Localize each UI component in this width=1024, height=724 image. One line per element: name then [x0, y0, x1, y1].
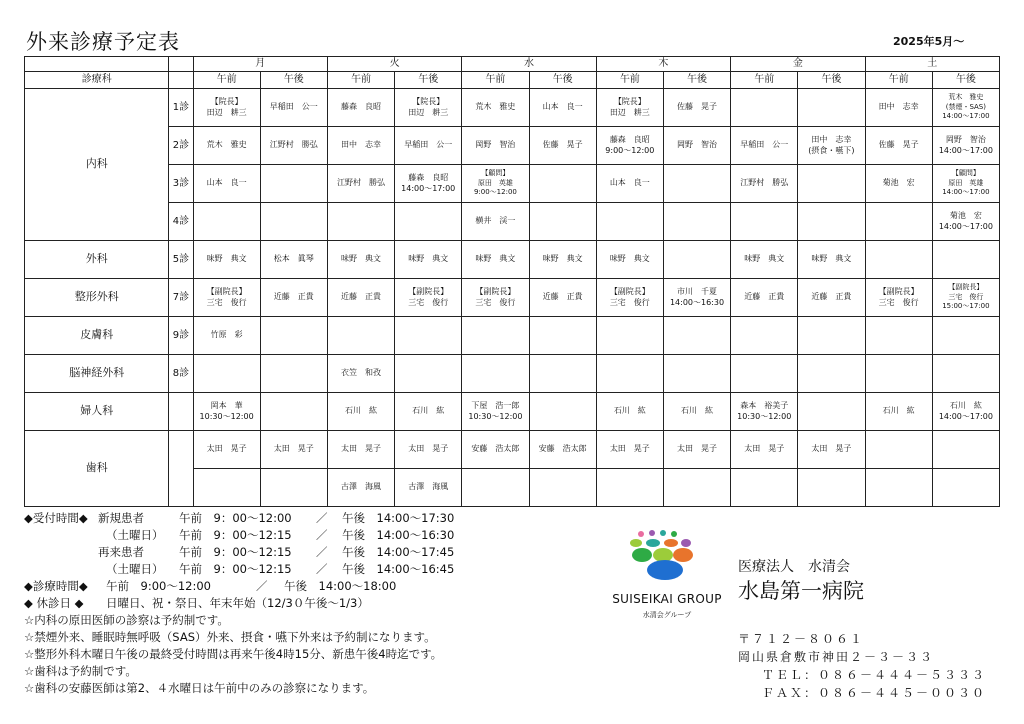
doctor-cell: [798, 165, 865, 203]
doctor-cell: 【院長】 田辺 耕三: [596, 89, 663, 127]
logo-dot: [646, 539, 660, 547]
doctor-cell: 荒木 雅史: [462, 89, 529, 127]
doctor-cell: 早稲田 公一: [260, 89, 327, 127]
doctor-cell: 太田 晃子: [327, 431, 394, 469]
doctor-cell: 佐藤 晃子: [865, 127, 932, 165]
day-header: 土: [865, 57, 999, 72]
footnote: ☆整形外科木曜日午後の最終受付時間は再来午後4時15分、新患午後4時迄です。: [24, 647, 443, 661]
doctor-cell: [932, 241, 999, 279]
doctor-cell: [529, 393, 596, 431]
doctor-cell: [596, 469, 663, 507]
corner-cell: [25, 57, 169, 72]
doctor-cell: 【副院長】 三宅 俊行 15:00〜17:00: [932, 279, 999, 317]
session-pm-header: 午後: [260, 72, 327, 89]
doctor-cell: [529, 165, 596, 203]
doctor-cell: [663, 241, 730, 279]
room-cell: 1診: [169, 89, 193, 127]
doctor-cell: [529, 355, 596, 393]
logo-dot: [673, 548, 693, 562]
doctor-cell: [529, 317, 596, 355]
doctor-cell: 佐藤 晃子: [663, 89, 730, 127]
org-name: 医療法人 水清会: [738, 559, 850, 575]
schedule-row: [25, 355, 1000, 393]
doctor-cell: 太田 晃子: [663, 431, 730, 469]
doctor-cell: [462, 469, 529, 507]
doctor-cell: [798, 469, 865, 507]
doctor-cell: 太田 晃子: [798, 431, 865, 469]
logo-dot: [647, 560, 683, 580]
doctor-cell: 味野 典文: [596, 241, 663, 279]
doctor-cell: 市川 千夏 14:00〜16:30: [663, 279, 730, 317]
doctor-cell: 佐藤 晃子: [529, 127, 596, 165]
doctor-cell: 衣笠 和孜: [327, 355, 394, 393]
doctor-cell: 太田 晃子: [731, 431, 798, 469]
doctor-cell: 味野 典文: [798, 241, 865, 279]
doctor-cell: 石川 紘: [596, 393, 663, 431]
logo-dot: [664, 539, 678, 547]
session-pm-header: 午後: [798, 72, 865, 89]
doctor-cell: [932, 317, 999, 355]
doctor-cell: [798, 355, 865, 393]
doctor-cell: 藤森 良昭 9:00〜12:00: [596, 127, 663, 165]
doctor-cell: 近藤 正貴: [731, 279, 798, 317]
doctor-cell: [260, 469, 327, 507]
doctor-cell: 荒木 雅史 (禁煙・SAS) 14:00〜17:00: [932, 89, 999, 127]
doctor-cell: 味野 典文: [462, 241, 529, 279]
doctor-cell: 【顧問】 原田 英雄 14:00〜17:00: [932, 165, 999, 203]
room-cell: 7診: [169, 279, 193, 317]
session-pm-header: 午後: [932, 72, 999, 89]
doctor-cell: [798, 393, 865, 431]
logo-dot: [681, 539, 691, 547]
session-pm-header: 午後: [395, 72, 462, 89]
session-am-header: 午前: [327, 72, 394, 89]
room-cell: 2診: [169, 127, 193, 165]
logo-sub: 水清会グループ: [642, 611, 692, 619]
dept-cell: 皮膚科: [25, 317, 169, 355]
tel: ＴＥＬ：０８６－４４４－５３３３: [762, 668, 987, 682]
doctor-cell: 【顧問】 原田 英雄 9:00〜12:00: [462, 165, 529, 203]
doctor-cell: [327, 317, 394, 355]
postal-code: 〒７１２－８０６１: [738, 632, 865, 646]
doctor-cell: 江野村 勝弘: [260, 127, 327, 165]
dept-cell: 整形外科: [25, 279, 169, 317]
logo-dot: [671, 531, 677, 537]
doctor-cell: 古澤 海風: [327, 469, 394, 507]
room-cell: 4診: [169, 203, 193, 241]
doctor-cell: [596, 203, 663, 241]
dept-cell: 内科: [25, 89, 169, 241]
schedule-row: [25, 431, 1000, 469]
doctor-cell: [327, 203, 394, 241]
doctor-cell: [395, 317, 462, 355]
schedule-row: [25, 241, 1000, 279]
footnote: ☆歯科の安藤医師は第2、４水曜日は午前中のみの診察になります。: [24, 681, 375, 695]
doctor-cell: 近藤 正貴: [260, 279, 327, 317]
footnote: ☆内科の原田医師の診察は予約制です。: [24, 613, 229, 627]
doctor-cell: 石川 紘 14:00〜17:00: [932, 393, 999, 431]
doctor-cell: [798, 203, 865, 241]
fax: ＦＡＸ：０８６－４４５－００３０: [762, 686, 987, 700]
doctor-cell: 味野 典文: [395, 241, 462, 279]
doctor-cell: 菊池 宏 14:00〜17:00: [932, 203, 999, 241]
dept-cell: 脳神経外科: [25, 355, 169, 393]
doctor-cell: [932, 355, 999, 393]
doctor-cell: [529, 203, 596, 241]
schedule-row: [25, 393, 1000, 431]
doctor-cell: [865, 355, 932, 393]
doctor-cell: [663, 317, 730, 355]
hospital-name: 水島第一病院: [738, 579, 864, 603]
day-header: 金: [731, 57, 865, 72]
doctor-cell: [865, 203, 932, 241]
doctor-cell: 山本 良一: [596, 165, 663, 203]
doctor-cell: 【院長】 田辺 耕三: [395, 89, 462, 127]
doctor-cell: 【副院長】 三宅 俊行: [865, 279, 932, 317]
doctor-cell: 山本 良一: [529, 89, 596, 127]
doctor-cell: 菊池 宏: [865, 165, 932, 203]
logo-dot: [660, 530, 666, 536]
doctor-cell: [731, 355, 798, 393]
dept-cell: 婦人科: [25, 393, 169, 431]
doctor-cell: [932, 431, 999, 469]
doctor-cell: [731, 317, 798, 355]
page-title: 外来診療予定表: [26, 30, 180, 54]
doctor-cell: [663, 469, 730, 507]
doctor-cell: [193, 203, 260, 241]
doctor-cell: 森本 裕美子 10:30〜12:00: [731, 393, 798, 431]
logo-dot: [630, 539, 642, 547]
doctor-cell: 味野 典文: [327, 241, 394, 279]
logo-dot: [638, 531, 644, 537]
room-cell: 3診: [169, 165, 193, 203]
doctor-cell: 田中 志幸: [327, 127, 394, 165]
doctor-cell: [395, 203, 462, 241]
doctor-cell: 太田 晃子: [395, 431, 462, 469]
doctor-cell: 石川 紘: [395, 393, 462, 431]
doctor-cell: [193, 355, 260, 393]
doctor-cell: [798, 317, 865, 355]
doctor-cell: 江野村 勝弘: [327, 165, 394, 203]
doctor-cell: [663, 355, 730, 393]
doctor-cell: 早稲田 公一: [731, 127, 798, 165]
doctor-cell: [596, 317, 663, 355]
footnote: ☆禁煙外来、睡眠時無呼吸（SAS）外来、摂食・嚥下外来は予約制になります。: [24, 630, 436, 644]
doctor-cell: 【副院長】 三宅 俊行: [193, 279, 260, 317]
doctor-cell: 松本 眞琴: [260, 241, 327, 279]
doctor-cell: 【副院長】 三宅 俊行: [395, 279, 462, 317]
doctor-cell: [260, 393, 327, 431]
doctor-cell: 太田 晃子: [193, 431, 260, 469]
doctor-cell: 【副院長】 三宅 俊行: [596, 279, 663, 317]
effective-date: 2025年5月〜: [893, 35, 965, 48]
doctor-cell: 石川 紘: [865, 393, 932, 431]
session-am-header: 午前: [731, 72, 798, 89]
day-header: 月: [193, 57, 327, 72]
street-address: 岡山県倉敷市神田２－３－３３: [738, 650, 935, 664]
doctor-cell: 【副院長】 三宅 俊行: [462, 279, 529, 317]
doctor-cell: [865, 317, 932, 355]
schedule-row: [25, 279, 1000, 317]
doctor-cell: 近藤 正貴: [529, 279, 596, 317]
schedule-row: [25, 317, 1000, 355]
logo-dot: [653, 548, 673, 562]
doctor-cell: 太田 晃子: [260, 431, 327, 469]
corner-cell: [169, 57, 193, 72]
doctor-cell: 味野 典文: [529, 241, 596, 279]
doctor-cell: [798, 89, 865, 127]
doctor-cell: 竹原 彩: [193, 317, 260, 355]
doctor-cell: 味野 典文: [193, 241, 260, 279]
doctor-cell: 太田 晃子: [596, 431, 663, 469]
doctor-cell: 田中 志幸: [865, 89, 932, 127]
room-cell: [169, 393, 193, 431]
doctor-cell: 江野村 勝弘: [731, 165, 798, 203]
session-pm-header: 午後: [529, 72, 596, 89]
doctor-cell: 岡野 智治 14:00〜17:00: [932, 127, 999, 165]
doctor-cell: 石川 紘: [663, 393, 730, 431]
doctor-cell: [462, 317, 529, 355]
doctor-cell: 岡本 華 10:30〜12:00: [193, 393, 260, 431]
doctor-cell: [260, 165, 327, 203]
doctor-cell: [731, 469, 798, 507]
doctor-cell: [260, 355, 327, 393]
session-pm-header: 午後: [663, 72, 730, 89]
schedule-row: [25, 165, 1000, 203]
doctor-cell: [193, 469, 260, 507]
schedule-row: [25, 127, 1000, 165]
session-am-header: 午前: [865, 72, 932, 89]
logo-brand: SUISEIKAI GROUP: [612, 592, 722, 606]
doctor-cell: [663, 165, 730, 203]
doctor-cell: [932, 469, 999, 507]
doctor-cell: 岡野 智治: [462, 127, 529, 165]
doctor-cell: 藤森 良昭 14:00〜17:00: [395, 165, 462, 203]
doctor-cell: 下屋 浩一郎 10:30〜12:00: [462, 393, 529, 431]
session-am-header: 午前: [596, 72, 663, 89]
doctor-cell: [395, 355, 462, 393]
room-cell: 9診: [169, 317, 193, 355]
dept-cell: 外科: [25, 241, 169, 279]
doctor-cell: [596, 355, 663, 393]
room-header: [169, 72, 193, 89]
doctor-cell: [731, 89, 798, 127]
doctor-cell: 安藤 浩太郎: [529, 431, 596, 469]
dept-header: 診療科: [25, 72, 169, 89]
day-header: 水: [462, 57, 596, 72]
doctor-cell: 山本 良一: [193, 165, 260, 203]
doctor-cell: 安藤 浩太郎: [462, 431, 529, 469]
doctor-cell: 石川 紘: [327, 393, 394, 431]
schedule-row: [25, 203, 1000, 241]
doctor-cell: [865, 431, 932, 469]
doctor-cell: 田中 志幸 (摂食・嚥下): [798, 127, 865, 165]
dept-cell: 歯科: [25, 431, 169, 507]
doctor-cell: 近藤 正貴: [798, 279, 865, 317]
doctor-cell: [260, 203, 327, 241]
room-cell: [169, 431, 193, 507]
doctor-cell: [865, 241, 932, 279]
doctor-cell: 古澤 海風: [395, 469, 462, 507]
day-header: 木: [596, 57, 730, 72]
room-cell: 8診: [169, 355, 193, 393]
day-header: 火: [327, 57, 461, 72]
doctor-cell: 藤森 良昭: [327, 89, 394, 127]
doctor-cell: 近藤 正貴: [327, 279, 394, 317]
doctor-cell: 岡野 智治: [663, 127, 730, 165]
doctor-cell: [260, 317, 327, 355]
session-am-header: 午前: [193, 72, 260, 89]
session-am-header: 午前: [462, 72, 529, 89]
day-header-row: [25, 57, 1000, 72]
doctor-cell: [663, 203, 730, 241]
schedule-table: [24, 56, 1000, 507]
session-header-row: [25, 72, 1000, 89]
doctor-cell: [462, 355, 529, 393]
logo-dot: [649, 530, 655, 536]
doctor-cell: 横井 渓一: [462, 203, 529, 241]
schedule-row: [25, 89, 1000, 127]
suiseikai-logo: [608, 528, 726, 628]
reception-label: ◆受付時間◆: [24, 511, 88, 525]
doctor-cell: 早稲田 公一: [395, 127, 462, 165]
doctor-cell: 味野 典文: [731, 241, 798, 279]
doctor-cell: [865, 469, 932, 507]
doctor-cell: 【院長】 田辺 耕三: [193, 89, 260, 127]
logo-dot: [632, 548, 652, 562]
room-cell: 5診: [169, 241, 193, 279]
doctor-cell: [529, 469, 596, 507]
doctor-cell: [731, 203, 798, 241]
footnote: ☆歯科は予約制です。: [24, 664, 137, 678]
doctor-cell: 荒木 雅史: [193, 127, 260, 165]
